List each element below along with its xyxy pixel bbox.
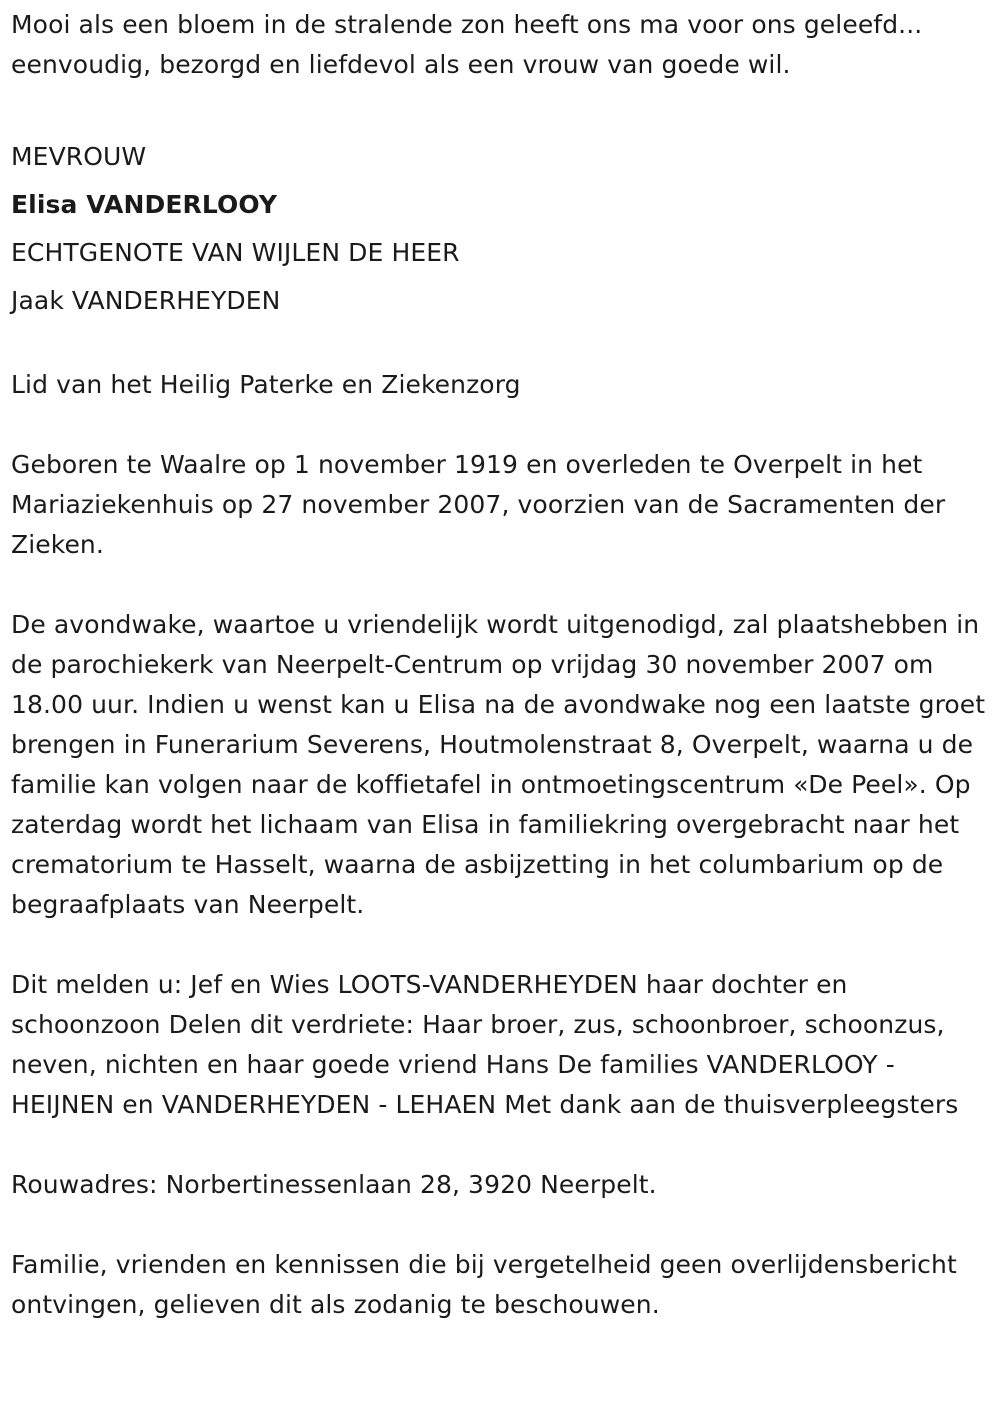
intro-verse: Mooi als een bloem in de stralende zon heeft ons ma voor ons geleefd... eenvoudig, bezorgd en liefdevol als een vrouw van goede wil. bbox=[11, 10, 923, 79]
spacer bbox=[11, 405, 996, 445]
spouse-name: Jaak VANDERHEYDEN bbox=[11, 286, 281, 315]
spacer bbox=[11, 1125, 996, 1165]
salutation: MEVROUW bbox=[11, 142, 147, 171]
spacer bbox=[11, 1205, 996, 1245]
spacer bbox=[11, 925, 996, 965]
spacer bbox=[11, 565, 996, 605]
spacer bbox=[11, 85, 996, 133]
deceased-header bbox=[11, 133, 996, 325]
ceremony-paragraph: De avondwake, waartoe u vriendelijk wordt uitgenodigd, zal plaatshebben in de parochiekerk van Neerpelt-Centrum op vrijdag 30 november 2007 om 18.00 uur. Indien u wenst kan u Elisa na de avondwake nog een laatste groet brengen in Funerarium Severens, Houtmolenstraat 8, Overpelt, waarna u de familie kan volgen naar de koffietafel in ontmoetingscentrum «De Peel». Op zaterdag wordt het lichaam van Elisa in familiekring overgebracht naar het crematorium te Hasselt, waarna de asbijzetting in het columbarium op de begraafplaats van Neerpelt. bbox=[11, 610, 986, 919]
membership: Lid van het Heilig Paterke en Ziekenzorg bbox=[11, 370, 521, 399]
relation-line: ECHTGENOTE VAN WIJLEN DE HEER bbox=[11, 238, 460, 267]
closing-paragraph: Familie, vrienden en kennissen die bij vergetelheid geen overlijdensbericht ontvingen, gelieven dit als zodanig te beschouwen. bbox=[11, 1250, 957, 1319]
mourning-address: Rouwadres: Norbertinessenlaan 28, 3920 Neerpelt. bbox=[11, 1170, 657, 1199]
death-notice bbox=[11, 5, 996, 1325]
deceased-name: Elisa VANDERLOOY bbox=[11, 190, 278, 219]
family-paragraph: Dit melden u: Jef en Wies LOOTS-VANDERHEYDEN haar dochter en schoonzoon Delen dit verdriete: Haar broer, zus, schoonbroer, schoonzus, neven, nichten en haar goede vriend Hans De families VANDERLOOY - HEIJNEN en VANDERHEYDEN - LEHAEN Met dank aan de thuisverpleegsters bbox=[11, 970, 959, 1119]
birth-death-paragraph: Geboren te Waalre op 1 november 1919 en overleden te Overpelt in het Mariaziekenhuis op 27 november 2007, voorzien van de Sacramenten der Zieken. bbox=[11, 450, 946, 559]
spacer bbox=[11, 325, 996, 365]
